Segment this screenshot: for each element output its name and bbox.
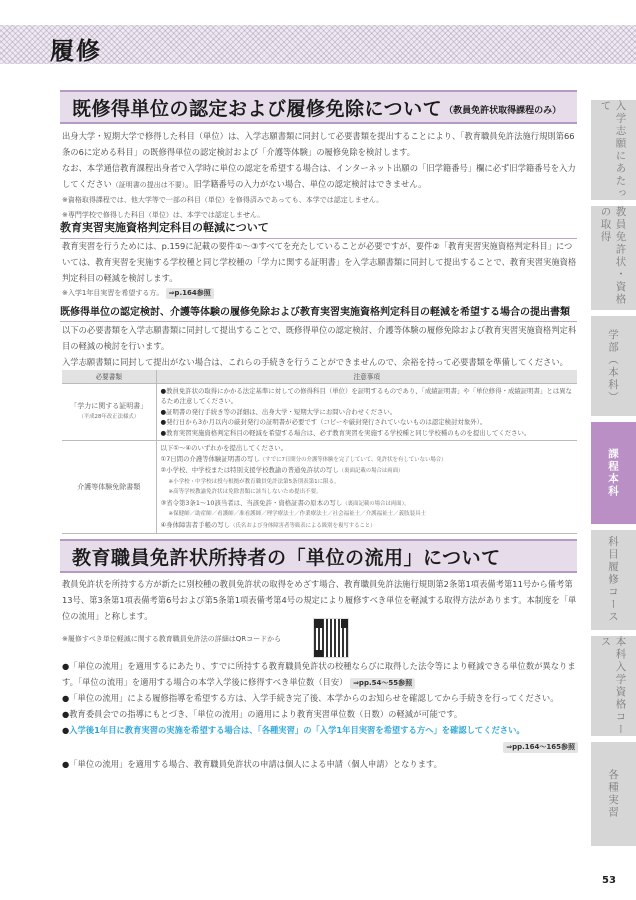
note-item: ● 教育実習実施資格判定科目の軽減を希望する場合は、必ず教育実習を実施する学校種と同じ学校種のものを提出してください。 [161,428,574,439]
section4-body [62,576,578,624]
page-reference: ⇒pp.164〜165参照 [503,742,578,753]
section-title: 教育職員免許状所持者の「単位の流用」について [72,546,501,569]
note-item: ● 教員免許状の取得にかかる法定基準に対しての修得科目（単位）を証明するものであり、「成績証明書」や「単位修得・成績証明書」とは異なるため注意してください。 [161,386,574,407]
section-header-credit-recognition [60,90,577,124]
paragraph: 以下の必要書類を入学志願書類に同封して提出することで、既修得単位の認定検討、介護等体験の履修免除および教育実習実施資格判定科目の軽減の検討を行います。 [62,325,577,351]
subheading-required-documents: 既修得単位の認定検討、介護等体験の履修免除および教育実習実施資格判定科目の軽減を希望する場合の提出書類 [60,303,577,322]
column-header: 注意事項 [156,370,577,383]
notes-cell [156,383,577,441]
section1-body [62,128,578,223]
side-tab-license[interactable]: 教員免許状・資格の取得 [591,206,636,310]
bullet-item: ● 「単位の流用」による履修指導を希望する方は、入学手続き完了後、本学からのお知らせを確認してから手続きを行ってください。 [62,690,578,706]
page-reference: ⇒p.164参照 [166,288,214,299]
subheading-practicum-reduction: 教育実習実施資格判定科目の軽減について [60,219,577,239]
page-number: 53 [602,875,616,886]
option-item: ①7日間の介護等体験証明書の写し（すでに7日間分の介護等体験を完了していて、免許状を有していない場合） [160,454,447,463]
option-item: ③省令第3条1〜10該当者は、当該免許・資格証書の原本の写し（裏面記載の場合は両面）。 [160,498,410,507]
required-documents-table [62,370,577,534]
section2-body [62,238,578,301]
side-tab-course[interactable]: 科目履修コース [591,530,636,630]
section4-bullets [62,658,578,772]
paragraph: 入学志願書類に同封して提出がない場合は、これらの手続きを行うことができませんので、余裕を持って必要書類を準備してください。 [62,357,568,367]
table-row [62,383,577,441]
qr-note: ※履修すべき単位軽減に関する教育職員免許法の詳細はQRコードから [62,635,282,643]
paragraph: 出身大学・短期大学で修得した科目（単位）は、入学志願書類に同封して必要書類を提出することにより、「教育職員免許法施行規則第66条の6に定める科目」の既修得単位の認定検討および「介護等体験」の履修免除を検討します。 [62,131,575,157]
side-tab-practicum[interactable]: 各種実習 [591,742,636,846]
side-tab-program[interactable]: 課程本科 [591,422,636,524]
note: ※資格取得課程では、他大学等で一部の科目（単位）を修得済みであっても、本学では認定しません。 [62,196,384,204]
side-tab-admission[interactable]: 入学志願にあたって [591,100,636,200]
document-name-cell: 介護等体験免除書類 [62,441,156,534]
paragraph: 教育実習を行うためには、p.159に記載の要件①〜③すべてを充たしていることが必要ですが、要件②「教育実習実施資格判定科目」については、教育実習を実施する学校種と同じ学校種の「学力に関する証明書」を入学志願書類に同封して提出することで、教育実習実施資格判定科目の軽減を検討します。 [62,241,577,283]
option-item: ②小学校、中学校または特別支援学校教諭の普通免許状の写し（裏面記載の場合は両面） [160,466,404,474]
bullet-item: ● 「単位の流用」を適用するにあたり、すでに所持する教育職員免許状の校種ならびに取得した法令等により軽減できる単位数が異なります。「単位の流用」を適用する場合の本学入学後に修得すべき単位数（目安） ⇒pp.54〜55参照 [62,658,578,690]
page-title: 履修 [50,37,102,65]
page-reference: ⇒pp.54〜55参照 [350,678,415,689]
note-item: ● 証明書の発行手続き等の詳細は、出身大学・短期大学にお問い合わせください。 [161,407,574,418]
option-item: ④身体障害者手帳の写し（氏名および身体障害者等級表による級別を複写すること） [160,520,376,529]
section-header-credit-transfer [60,539,577,573]
ref-row [62,738,578,754]
table-row [62,441,577,534]
table-header-row [62,370,577,383]
paragraph: 教員免許状を所持する方が新たに別校種の教員免許状の取得をめざす場合、教育職員免許法施行規則第2条第1項表備考第11号から備考第13号、第3条第1項表備考第6号および第5条第1項表備考第4号の規定により履修すべき単位を軽減する取得方法があります。本制度を「単位の流用」と称します。 [62,579,577,621]
side-tab-undergraduate[interactable]: 学部（本科） [591,316,636,416]
side-tab-qualification[interactable]: 本科入学資格コース [591,636,636,736]
note-item: ● 発行日から3か月以内の厳封発行の証明書が必要です（コピーや厳封発行されていないものは認定検討対象外）。 [161,417,574,428]
paragraph: なお、本学通信教育課程出身者で入学時に単位の認定を希望する場合は、インターネット出願の「旧学籍番号」欄に必ず旧学籍番号を入力してください（証明書の提出は不要）。旧学籍番号の入力がない場合、単位の認定検討はできません。 [62,163,576,189]
notes-cell: 以下①〜④のいずれかを提出してください。 ①7日間の介護等体験証明書の写し（すでに7日間分の介護等体験を完了していて、免許状を有していない場合） ②小学校、中学校または特別支援学校教諭の普通免許状の写し（裏面記載の場合は両面） ※小学校・中学校は授与根拠が教育職員免許法第5条別表第1に限る。 ※高等学校教諭免許状は免除書類に該当しないため提出不要。 ③省令第3条1〜10該当者は、当該免許・資格証書の原本の写し（裏面記載の場合は両面）。 ※保健師／助産師／看護師／准看護師／理学療法士／作業療法士／社会福祉士／介護福祉士／義肢装具士 ④身体障害者手帳の写し（氏名および身体障害者等級表による級別を複写すること） [156,441,577,534]
qr-code[interactable] [313,618,349,658]
document-name-cell: 「学力に関する証明書」 （平成28年改正法様式） [62,383,156,441]
bullet-item: ● 教育委員会での指導にもとづき、「単位の流用」の適用により教育実習単位数（日数）の軽減が可能です。 [62,706,578,722]
note: ※専門学校で修得した科目（単位）は、本学では認定しません。 [62,211,265,219]
bullet-item-highlight: ● 入学後1年目に教育実習の実施を希望する場合は、「各種実習」の「入学1年目実習を希望する方へ」を確認してください。 [62,722,578,738]
section3-body [62,322,578,370]
column-header: 必要書類 [62,370,156,383]
section-title: 既修得単位の認定および履修免除について [72,97,443,120]
note: ※入学1年目実習を希望する方。 ⇒p.164参照 [62,286,578,301]
bullet-item: ● 「単位の流用」を適用する場合、教育職員免許状の申請は個人による申請（個人申請）となります。 [62,756,578,772]
section-subtitle: （教員免許状取得課程のみ） [444,105,562,116]
